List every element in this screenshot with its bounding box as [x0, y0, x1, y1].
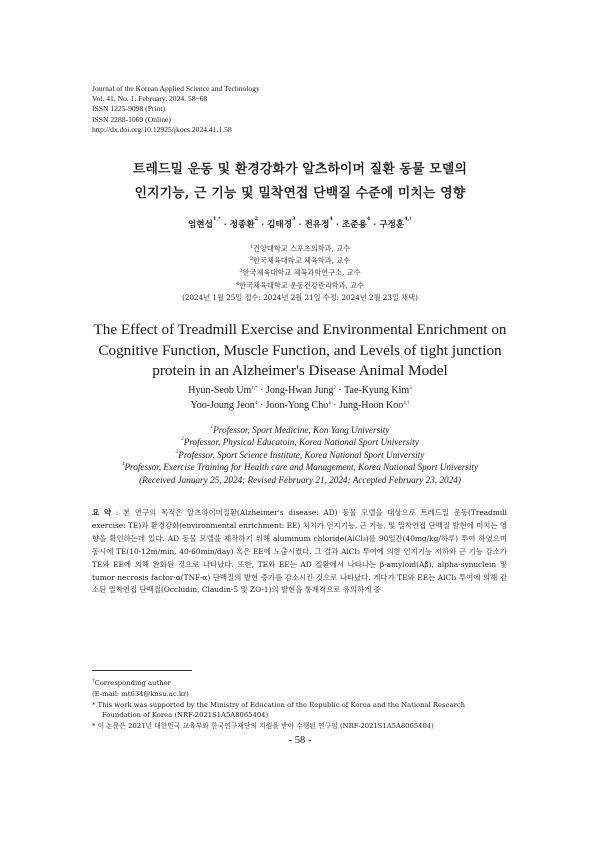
- affiliation-text: Professor, Sport Science Institute, Korea National Sport University: [178, 449, 425, 460]
- affiliation-line: [40, 424, 560, 436]
- affiliation-line: [40, 243, 560, 255]
- footnotes: [92, 678, 512, 732]
- funding-text-kr: 이 논문은 2021년 대한민국 교육부와 한국연구재단의 지원을 받아 수행된 연구임 (NRF-2021S1A5A8065404): [97, 722, 434, 731]
- affiliation-text: 건양대학교 스포츠의학과, 교수: [253, 244, 351, 253]
- english-title-line-3: protein in an Alzheimer's Disease Animal Model: [152, 362, 448, 379]
- affiliation-sup: 4: [121, 462, 125, 468]
- author-separator: ·: [335, 220, 339, 230]
- footnote-mark: †: [92, 678, 95, 684]
- author-name: Yoo-Joung Jeon: [190, 399, 255, 411]
- korean-dates: (2024년 1월 25일 접수: 2024년 2월 21일 수정: 2024년 2월 23일 채택): [182, 292, 418, 302]
- english-title: [40, 320, 560, 382]
- author-sup: 2: [254, 216, 259, 222]
- english-dates: (Received January 25, 2024; Revised February 21, 2024; Accepted February 23, 2024): [139, 474, 461, 485]
- funding-text: This work was supported by the Ministry of Education of the Republic of Korea and the National Research: [97, 700, 466, 709]
- korean-affiliations: [40, 243, 560, 304]
- affiliation-text: 한국체육대학교 운동건강관리학과, 교수: [239, 280, 365, 290]
- author-name: Jung-Hoon Koo: [339, 399, 404, 411]
- korean-title-line-2: 인지기능, 근 기능 및 밀착연접 단백질 수준에 미치는 영향: [134, 186, 466, 201]
- korean-title: [40, 158, 560, 206]
- author-name: Jong-Hwan Jung: [265, 385, 334, 396]
- english-authors: [40, 384, 560, 413]
- author-separator: ·: [261, 220, 265, 230]
- affiliation-sup: 3: [175, 449, 179, 455]
- author-sup: 1,*: [251, 386, 258, 391]
- author-name: 엄현섭: [187, 220, 213, 230]
- abstract-body: 본 연구의 목적은 알츠하이머질환(Alzheimer's disease: AD) 동물 모델을 대상으로 트레드밀 운동(Treadmill exercise: TE)과 환경강화(environmental enrichment: EE) 처치가 인지기능, 근 기능, 및 밀착연접 단백질 발현에 미치는 영향을 확인하는데 있다. AD 동물 모델을 제작하기 위해 aluminum chloride(AlCl₃)를 90일간(40mg/kg/하루) 투여 하였으며 동시에 TE(10-12m/min, 40-60min/day) 혹은 EE에 노출시켰다. 그 결과 AlCl₃ 투여에 의한 인지기능 저하와 근 기능 감소가 TE와 EE에 의해 완화된 것으로 나타났다. 또한, TE와 EE는 AD 질환에서 나타나는 β-amyloid(Aβ), alpha-synuclein 및 tumor necrosis factor-α(TNF-α) 단백질의 발현 증가를 감소시킨 것으로 나타났다. 게다가 TE와 EE는 AlCl₃ 투여에 의해 감소된 밀착연접 단백질(Occludin, Claudin-5 및 ZO-1)의 발현을 통계적으로 유의하게 증: [92, 508, 507, 595]
- author-sup: 4: [328, 400, 331, 406]
- author-sup: 4,†: [403, 400, 410, 406]
- author-sup: 3: [409, 386, 412, 391]
- author-sup: 4,†: [404, 216, 413, 222]
- affiliation-line: [40, 436, 560, 448]
- author-separator: ·: [260, 385, 264, 396]
- author-sup: 4: [329, 216, 333, 222]
- affiliation-text: 한국체육대학교 체육학과, 교수: [253, 256, 351, 266]
- journal-name: Journal of the Korean Applied Science and Technology: [92, 84, 260, 93]
- footnote-mark: *: [92, 700, 96, 709]
- affiliation-sup: 4: [235, 280, 240, 287]
- page-number: - 58 -: [288, 735, 312, 746]
- author-name: 김태경: [267, 220, 293, 230]
- abstract-colon: :: [111, 508, 124, 517]
- journal-volume: Vol. 41, No. 1. February, 2024. 58~68: [92, 94, 208, 104]
- abstract: [92, 507, 507, 597]
- author-sup: 2: [333, 386, 336, 391]
- author-sup: 1,*: [212, 216, 221, 222]
- author-name: Hyun-Seob Um: [188, 385, 252, 396]
- english-affiliations: [40, 424, 560, 486]
- affiliation-line: [40, 461, 560, 473]
- affiliation-sup: 2: [181, 437, 184, 443]
- corresponding-email[interactable]: (E-mail: mt634@knsu.ac.kr): [92, 689, 189, 698]
- english-title-line-1: The Effect of Treadmill Exercise and Environmental Enrichment on: [93, 321, 507, 338]
- affiliation-text: 한국체육대학교 체육과학연구소, 교수: [242, 268, 361, 278]
- author-sup: 3: [292, 216, 296, 222]
- author-sup: 4: [366, 216, 371, 222]
- author-name: Joon-Yong Cho: [265, 399, 329, 411]
- affiliation-text: Professor, Exercise Training for Health care and Management, Korea National Sport University: [124, 462, 479, 473]
- corresponding-author-label: Corresponding author: [94, 679, 171, 687]
- journal-issn-online: ISSN 2288-1069 (Online): [92, 114, 171, 124]
- funding-note-en-cont: Foundation of Korea (NRF-2021S1A5A8065404): [102, 711, 269, 720]
- affiliation-line: [40, 255, 560, 267]
- affiliation-line: [40, 267, 560, 279]
- english-authors-line-1: [40, 384, 560, 399]
- author-separator: ·: [298, 220, 302, 230]
- funding-note-en: [92, 700, 512, 711]
- journal-doi[interactable]: http://dx.doi.org/10.12925/jkocs.2024.41.1.58: [92, 124, 232, 134]
- author-sup: 4: [254, 400, 258, 406]
- affiliation-sup: 2: [249, 256, 254, 263]
- author-name: 전유정: [304, 220, 330, 230]
- korean-title-line-1: 트레드밀 운동 및 환경강화가 알츠하이머 질환 동물 모델의: [132, 162, 468, 177]
- author-separator: ·: [373, 220, 377, 230]
- english-title-line-2: Cognitive Function, Muscle Function, and Levels of tight junction: [98, 341, 502, 359]
- author-name: 정종환: [229, 220, 255, 230]
- author-separator: ·: [223, 220, 227, 230]
- affiliation-sup: 1: [210, 425, 214, 430]
- author-name: 조준용: [341, 220, 367, 230]
- footnote-divider: [92, 670, 192, 671]
- affiliation-text: Professor, Sport Medicine, Kon Yang University: [213, 425, 390, 435]
- corresponding-author: [92, 678, 512, 689]
- affiliation-text: Professor, Physical Educatoin, Korea National Sport University: [183, 437, 419, 448]
- korean-authors: [40, 218, 560, 230]
- journal-issn-print: ISSN 1225-9098 (Print): [92, 104, 165, 114]
- journal-header: [92, 84, 260, 135]
- author-separator: ·: [333, 399, 337, 411]
- author-name: 구정훈: [379, 220, 405, 230]
- affiliation-sup: 1: [249, 244, 254, 250]
- funding-note-kr: [92, 721, 512, 732]
- footnote-mark: *: [92, 722, 96, 731]
- author-separator: ·: [338, 385, 342, 396]
- english-authors-line-2: [40, 399, 560, 414]
- affiliation-line: [40, 280, 560, 292]
- affiliation-line: [40, 449, 560, 461]
- author-separator: ·: [259, 399, 264, 411]
- affiliation-sup: 3: [239, 268, 243, 275]
- author-name: Tae-Kyung Kim: [344, 385, 410, 396]
- abstract-label: 요 약: [92, 508, 112, 517]
